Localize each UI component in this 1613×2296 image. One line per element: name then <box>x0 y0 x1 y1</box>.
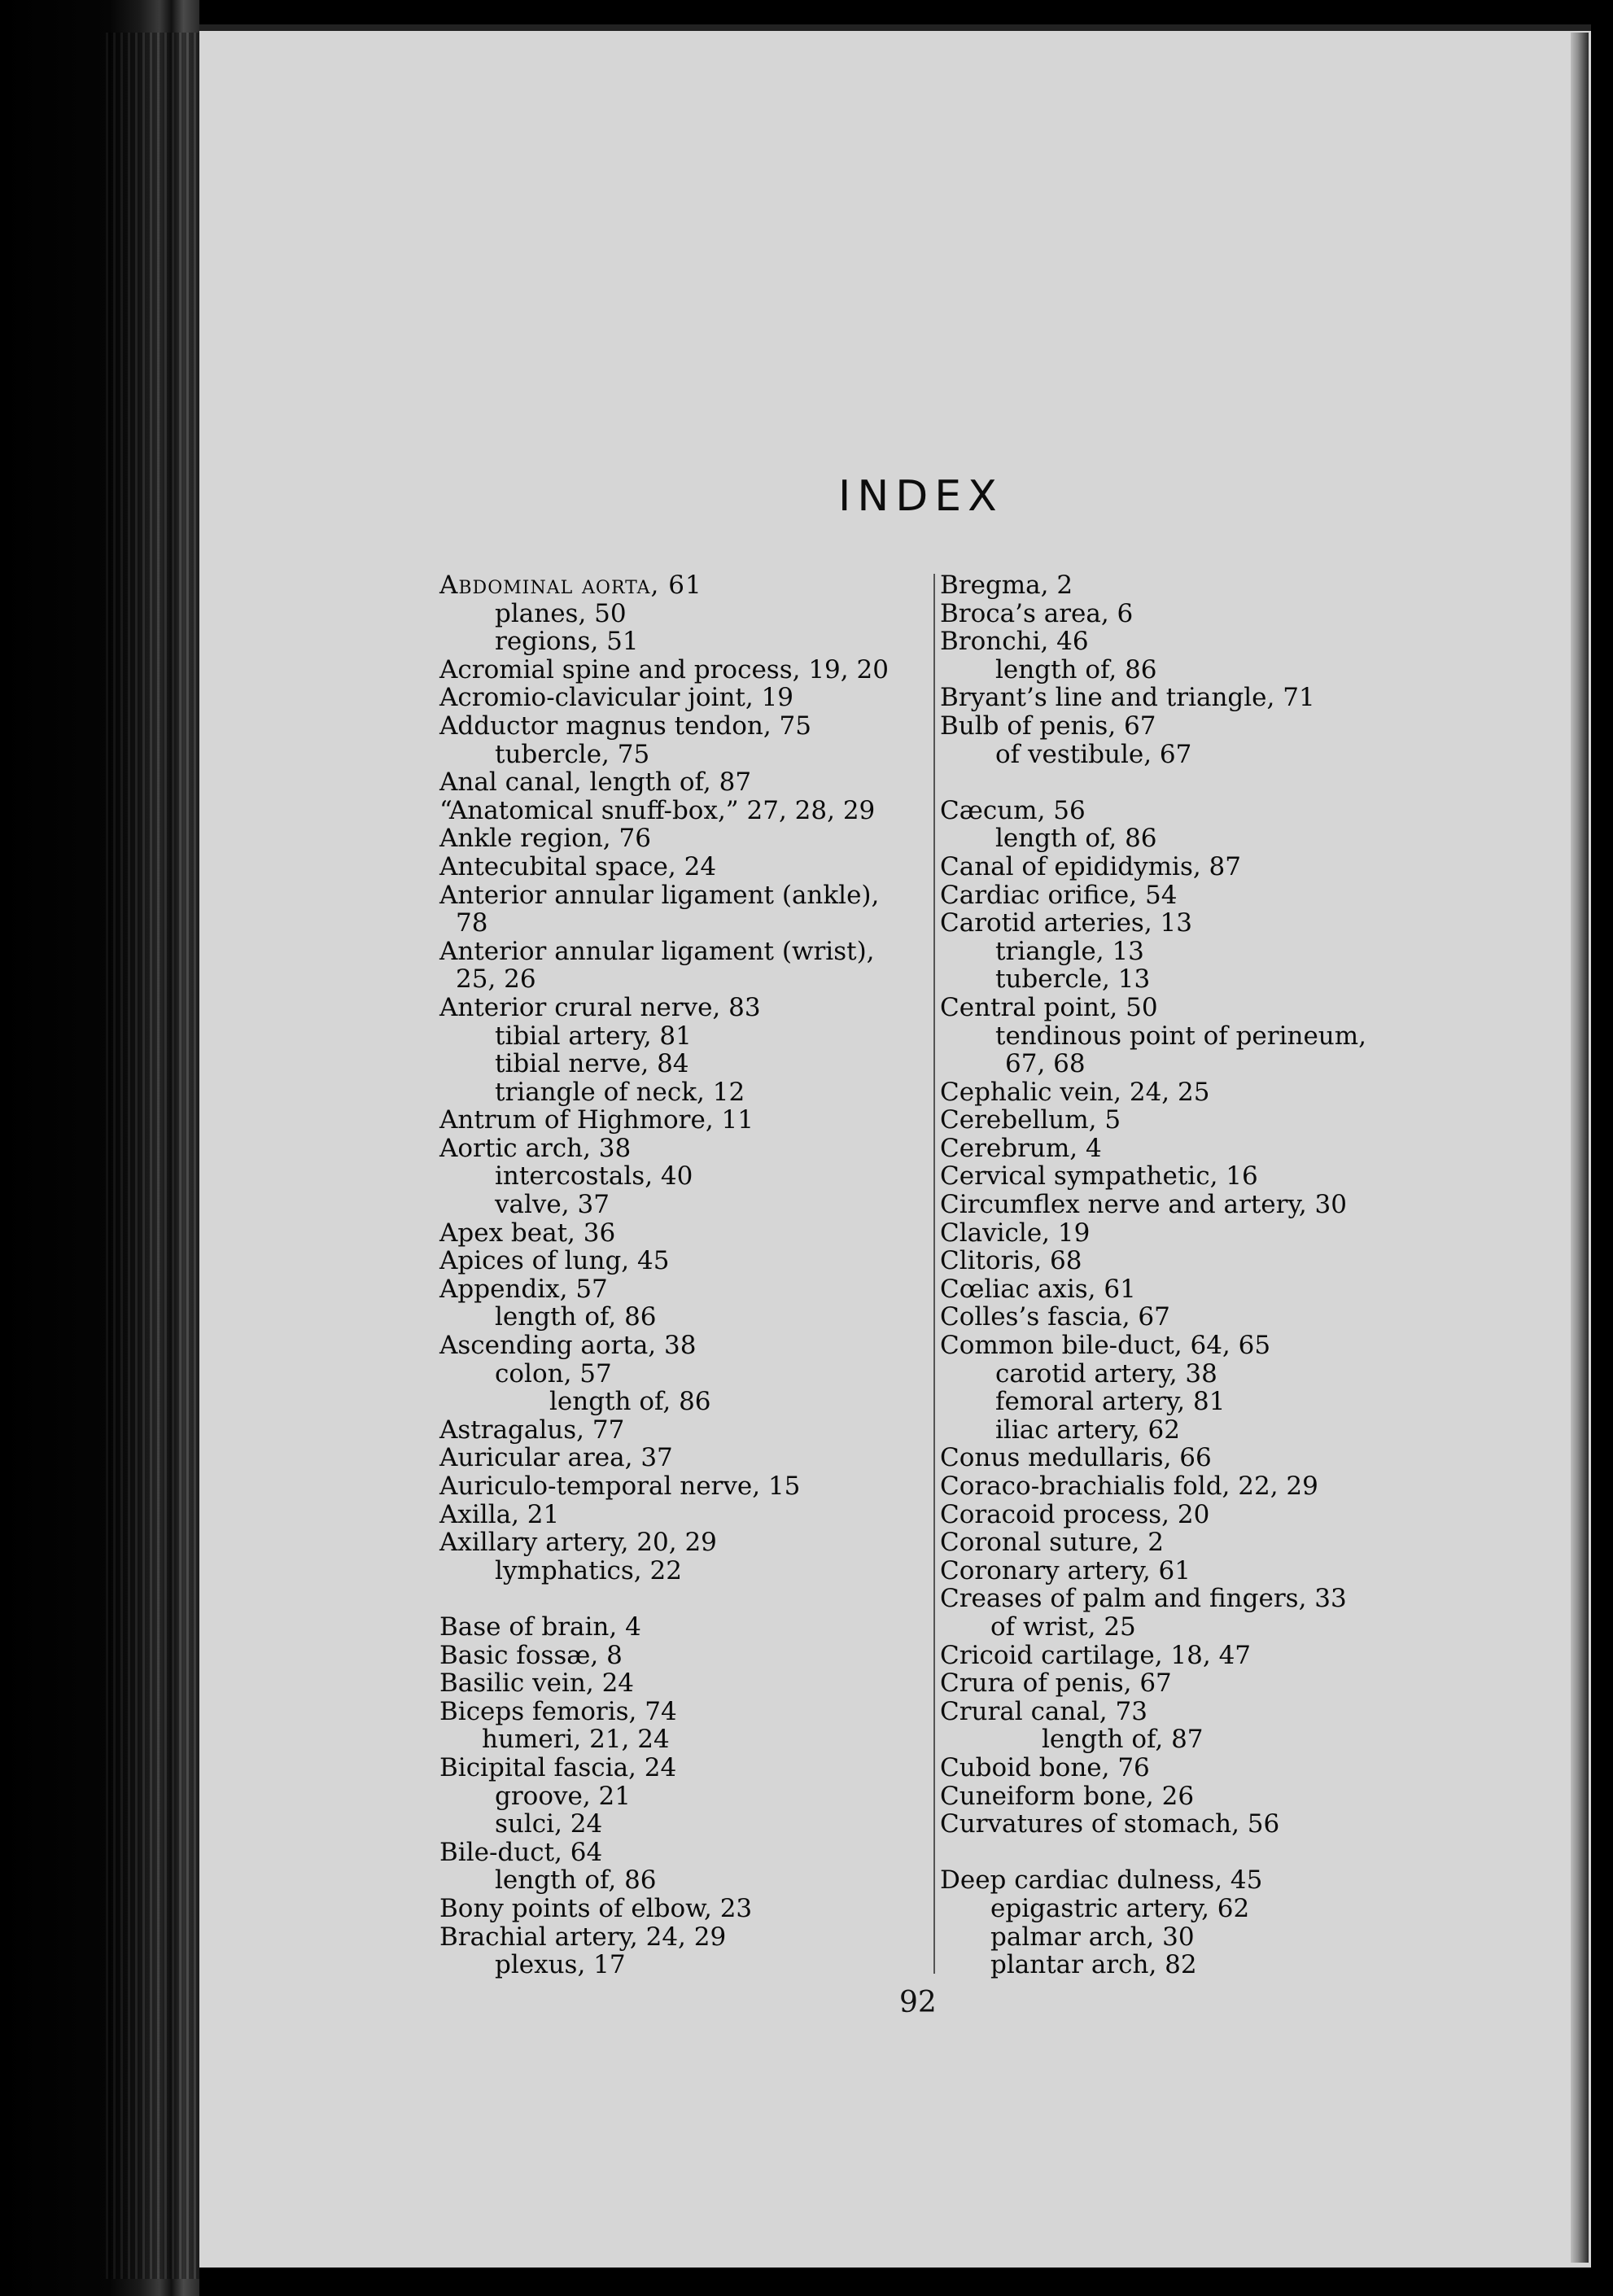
index-subentry: length of, 87 <box>1042 1725 1204 1755</box>
index-entry: Antrum of Highmore, 11 <box>439 1105 754 1135</box>
index-subentry: triangle of neck, 12 <box>495 1077 745 1107</box>
index-entry: Cæcum, 56 <box>940 795 1086 825</box>
index-subentry: valve, 37 <box>495 1190 610 1220</box>
index-entry: Bile-duct, 64 <box>439 1837 603 1867</box>
index-entry: Cervical sympathetic, 16 <box>940 1161 1258 1192</box>
index-entry: Bicipital fascia, 24 <box>439 1752 677 1782</box>
index-subentry: triangle, 13 <box>995 936 1144 966</box>
right-page-edge <box>1571 33 1589 2263</box>
index-entry: Apices of lung, 45 <box>439 1246 670 1276</box>
index-entry: Cuboid bone, 76 <box>940 1752 1150 1782</box>
index-entry: Bryant’s line and triangle, 71 <box>940 683 1315 713</box>
index-subentry: length of, 86 <box>549 1387 711 1417</box>
index-entry: Antecubital space, 24 <box>439 851 717 881</box>
index-subentry: of wrist, 25 <box>990 1612 1136 1642</box>
index-entry: Clavicle, 19 <box>940 1218 1091 1248</box>
index-entry: Cephalic vein, 24, 25 <box>940 1077 1210 1107</box>
index-subentry: plexus, 17 <box>495 1950 626 1980</box>
index-subentry: femoral artery, 81 <box>995 1387 1226 1417</box>
index-subentry: plantar arch, 82 <box>990 1950 1197 1980</box>
index-subentry: tibial nerve, 84 <box>495 1049 689 1079</box>
index-entry: Cardiac orifice, 54 <box>940 880 1178 910</box>
index-subentry: 67, 68 <box>1005 1049 1086 1079</box>
index-entry: Clitoris, 68 <box>940 1246 1082 1276</box>
index-subentry: humeri, 21, 24 <box>482 1725 670 1755</box>
index-entry: Acromial spine and process, 19, 20 <box>439 654 889 684</box>
index-subentry: colon, 57 <box>495 1358 612 1389</box>
index-entry: Cœliac axis, 61 <box>940 1274 1136 1304</box>
index-entry: Biceps femoris, 74 <box>439 1696 677 1726</box>
index-entry: Brachial artery, 24, 29 <box>439 1922 727 1952</box>
index-entry: Broca’s area, 6 <box>940 598 1134 628</box>
index-entry: “Anatomical snuff-box,” 27, 28, 29 <box>439 795 876 825</box>
section-gap <box>439 1585 911 1613</box>
index-entry: Bregma, 2 <box>940 571 1073 600</box>
index-entry: Central point, 50 <box>940 992 1158 1022</box>
index-entry: Base of brain, 4 <box>439 1612 641 1642</box>
index-subentry: carotid artery, 38 <box>995 1358 1217 1389</box>
index-column-right <box>940 571 1428 1979</box>
index-entry: Common bile-duct, 64, 65 <box>940 1331 1271 1361</box>
index-subentry: length of, 86 <box>495 1865 657 1896</box>
index-entry: Appendix, 57 <box>439 1274 608 1304</box>
index-entry: Deep cardiac dulness, 45 <box>940 1865 1263 1896</box>
index-entry: Cricoid cartilage, 18, 47 <box>940 1640 1252 1670</box>
index-entry: Cerebellum, 5 <box>940 1105 1121 1135</box>
index-entry: Abdominal aorta, 61 <box>439 571 702 600</box>
section-gap <box>940 1839 1428 1867</box>
index-subentry: tubercle, 75 <box>495 739 650 769</box>
index-subentry: tendinous point of perineum, <box>995 1021 1367 1051</box>
index-entry: Adductor magnus tendon, 75 <box>439 711 812 741</box>
index-entry: Anal canal, length of, 87 <box>439 768 752 798</box>
index-subentry: 25, 26 <box>456 964 536 995</box>
index-entry: Acromio-clavicular joint, 19 <box>439 683 794 713</box>
index-entry: Basic fossæ, 8 <box>439 1640 623 1670</box>
index-subentry: intercostals, 40 <box>495 1161 693 1192</box>
page-number: 92 <box>899 1986 937 2019</box>
index-entry: Creases of palm and fingers, 33 <box>940 1584 1347 1614</box>
index-entry: Curvatures of stomach, 56 <box>940 1809 1280 1839</box>
column-divider <box>933 574 935 1974</box>
index-subentry: palmar arch, 30 <box>990 1922 1195 1952</box>
index-subentry: tibial artery, 81 <box>495 1021 692 1051</box>
index-entry: Crural canal, 73 <box>940 1696 1147 1726</box>
index-entry: Anterior annular ligament (ankle), <box>439 880 880 910</box>
index-entry: Apex beat, 36 <box>439 1218 616 1248</box>
index-entry: Basilic vein, 24 <box>439 1668 635 1699</box>
index-entry: Auriculo-temporal nerve, 15 <box>439 1472 801 1501</box>
index-entry: Anterior crural nerve, 83 <box>439 992 761 1022</box>
index-entry: Circumflex nerve and artery, 30 <box>940 1190 1347 1220</box>
index-subentry: 78 <box>456 908 488 938</box>
index-column-left <box>439 571 911 1979</box>
index-entry: Auricular area, 37 <box>439 1443 673 1473</box>
index-entry: Cuneiform bone, 26 <box>940 1781 1195 1811</box>
index-entry: Ascending aorta, 38 <box>439 1331 697 1361</box>
page-title: INDEX <box>838 472 1003 521</box>
index-subentry: sulci, 24 <box>495 1809 603 1839</box>
index-subentry: length of, 86 <box>995 824 1157 854</box>
index-entry: Astragalus, 77 <box>439 1415 625 1445</box>
index-subentry: epigastric artery, 62 <box>990 1893 1250 1923</box>
index-entry: Coracoid process, 20 <box>940 1499 1210 1529</box>
index-entry: Colles’s fascia, 67 <box>940 1302 1170 1332</box>
index-entry: Axilla, 21 <box>439 1499 560 1529</box>
index-entry: Ankle region, 76 <box>439 824 651 854</box>
index-subentry: length of, 86 <box>995 654 1157 684</box>
index-entry: Coronary artery, 61 <box>940 1555 1191 1585</box>
index-entry: Crura of penis, 67 <box>940 1668 1172 1699</box>
index-subentry: length of, 86 <box>495 1302 657 1332</box>
index-subentry: of vestibule, 67 <box>995 739 1192 769</box>
index-entry: Aortic arch, 38 <box>439 1133 632 1163</box>
index-subentry: lymphatics, 22 <box>495 1555 682 1585</box>
index-entry: Carotid arteries, 13 <box>940 908 1192 938</box>
index-entry: Conus medullaris, 66 <box>940 1443 1212 1473</box>
index-entry: Canal of epididymis, 87 <box>940 851 1242 881</box>
index-subentry: regions, 51 <box>495 627 639 657</box>
section-gap <box>940 768 1428 797</box>
index-entry: Coraco-brachialis fold, 22, 29 <box>940 1472 1318 1501</box>
index-entry: Coronal suture, 2 <box>940 1528 1164 1558</box>
index-entry: Bronchi, 46 <box>940 627 1089 657</box>
right-border <box>1591 0 1613 2296</box>
index-entry: Cerebrum, 4 <box>940 1133 1102 1163</box>
index-entry: Bulb of penis, 67 <box>940 711 1156 741</box>
index-subentry: groove, 21 <box>495 1781 632 1811</box>
index-entry: Bony points of elbow, 23 <box>439 1893 753 1923</box>
index-subentry: planes, 50 <box>495 598 627 628</box>
index-subentry: iliac artery, 62 <box>995 1415 1180 1445</box>
page-edge-stripes <box>106 33 199 2279</box>
index-entry: Anterior annular ligament (wrist), <box>439 936 875 966</box>
index-entry: Axillary artery, 20, 29 <box>439 1528 717 1558</box>
index-subentry: tubercle, 13 <box>995 964 1151 995</box>
